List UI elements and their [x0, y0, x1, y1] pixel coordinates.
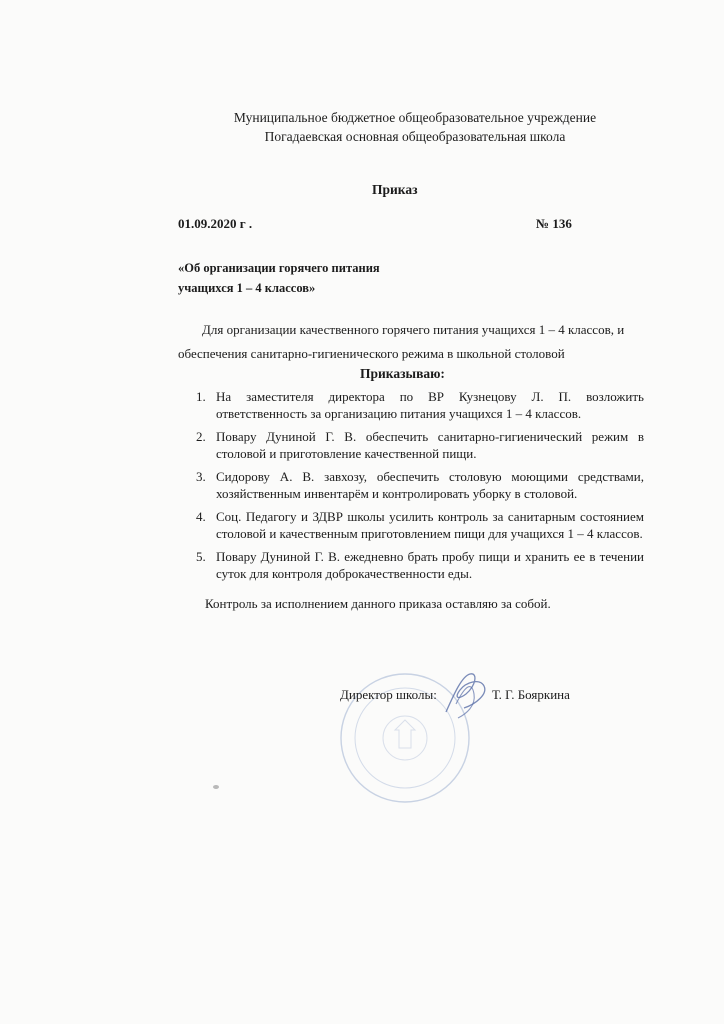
- item-text: Сидорову А. В. завхозу, обеспечить столовую моющими средствами, хозяйственным инвентарём и контролировать уборку в столовой.: [216, 469, 644, 501]
- scan-speck: [212, 784, 220, 790]
- document-date: 01.09.2020 г .: [178, 216, 253, 231]
- subject-line-2: учащихся 1 – 4 классов»: [178, 281, 316, 295]
- item-number: 3.: [196, 469, 206, 484]
- order-heading: Приказываю:: [360, 366, 445, 381]
- preamble: [178, 318, 648, 366]
- item-text: Повару Дуниной Г. В. обеспечить санитарно-гигиенический режим в столовой и приготовление качественной пищи.: [216, 429, 644, 461]
- list-item: [196, 508, 644, 542]
- item-number: 1.: [196, 389, 206, 404]
- document-subject: [178, 258, 380, 298]
- closing-statement: Контроль за исполнением данного приказа оставляю за собой.: [205, 596, 551, 611]
- item-text: Повару Дуниной Г. В. ежедневно брать пробу пищи и хранить ее в течении суток для контроля доброкачественности еды.: [216, 549, 644, 581]
- institution-header: [200, 108, 630, 146]
- handwritten-signature: [436, 664, 496, 724]
- list-item: [196, 388, 644, 422]
- item-number: 4.: [196, 509, 206, 524]
- item-number: 5.: [196, 549, 206, 564]
- document-title: Приказ: [372, 182, 418, 197]
- preamble-line-1: Для организации качественного горячего питания учащихся 1 – 4 классов, и: [202, 322, 625, 337]
- item-text: На заместителя директора по ВР Кузнецову Л. П. возложить ответственность за организацию питания учащихся 1 – 4 классов.: [216, 389, 644, 421]
- subject-line-1: «Об организации горячего питания: [178, 261, 380, 275]
- item-number: 2.: [196, 429, 206, 444]
- list-item: [196, 548, 644, 582]
- list-item: [196, 428, 644, 462]
- preamble-line-2: обеспечения санитарно-гигиенического режима в школьной столовой: [178, 346, 565, 361]
- document-number: № 136: [536, 216, 572, 231]
- institution-line-1: Муниципальное бюджетное общеобразовательное учреждение: [233, 110, 597, 125]
- item-text: Соц. Педагогу и ЗДВР школы усилить контроль за санитарным состоянием столовой и качественным приготовлением пищи для учащихся 1 – 4 классов.: [216, 509, 644, 541]
- signatory-name: Т. Г. Бояркина: [492, 687, 570, 702]
- order-items-list: [196, 388, 644, 588]
- list-item: [196, 468, 644, 502]
- signature-label: Директор школы:: [340, 687, 437, 702]
- institution-line-2: Погадаевская основная общеобразовательная школа: [264, 129, 566, 144]
